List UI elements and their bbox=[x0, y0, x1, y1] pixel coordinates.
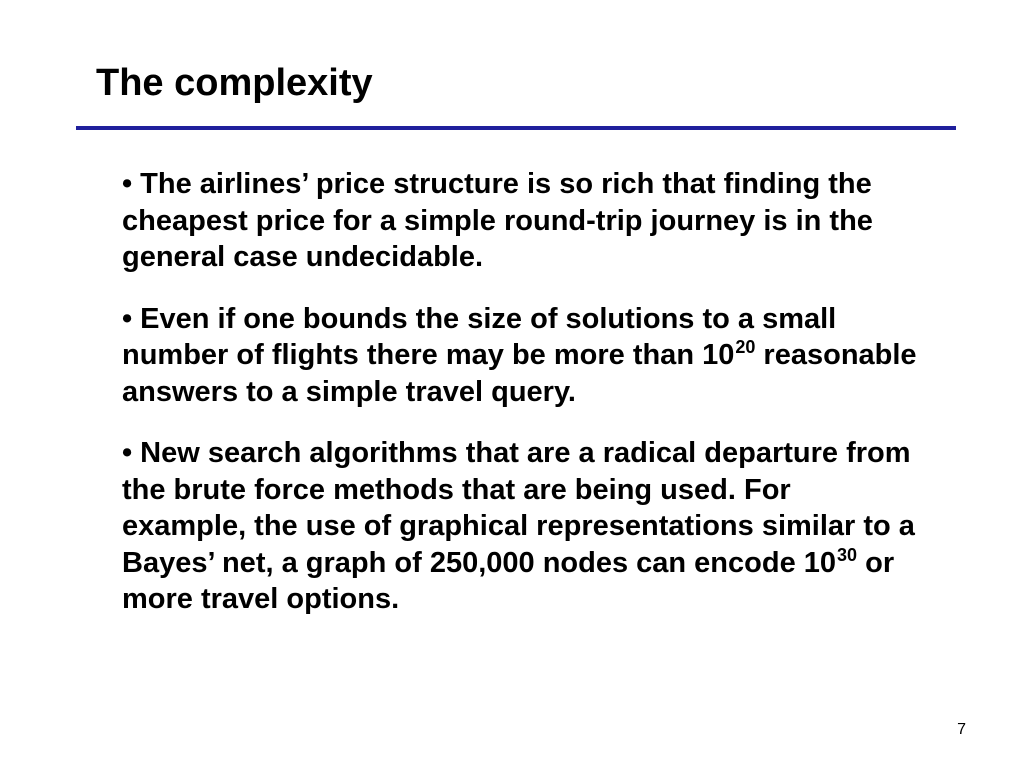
bullet-item bbox=[122, 301, 922, 411]
bullet-text: The airlines’ price structure is so rich that finding the cheapest price for a simple round-trip journey is in the general case undecidable. bbox=[122, 168, 873, 273]
bullet-item bbox=[122, 435, 922, 618]
bullet-marker: • bbox=[122, 168, 133, 200]
bullet-text-continued: or more travel options. bbox=[122, 546, 895, 615]
bullet-text: New search algorithms that are a radical departure from the brute force methods that are being used. For example, the use of graphical representations similar to a Bayes’ net, a graph of 250,000 nodes can encode 10 bbox=[122, 437, 915, 579]
bullet-item bbox=[122, 166, 922, 276]
title-divider bbox=[76, 126, 956, 130]
bullet-text-continued: reasonable answers to a simple travel query. bbox=[122, 339, 917, 408]
slide-title: The complexity bbox=[96, 62, 373, 104]
bullet-marker: • bbox=[122, 437, 133, 469]
exponent: 30 bbox=[837, 544, 858, 565]
bullet-text: Even if one bounds the size of solutions to a small number of flights there may be more than 10 bbox=[122, 302, 837, 371]
exponent: 20 bbox=[735, 337, 756, 358]
page-number: 7 bbox=[957, 721, 966, 738]
bullet-list bbox=[122, 166, 922, 618]
bullet-marker: • bbox=[122, 302, 133, 335]
